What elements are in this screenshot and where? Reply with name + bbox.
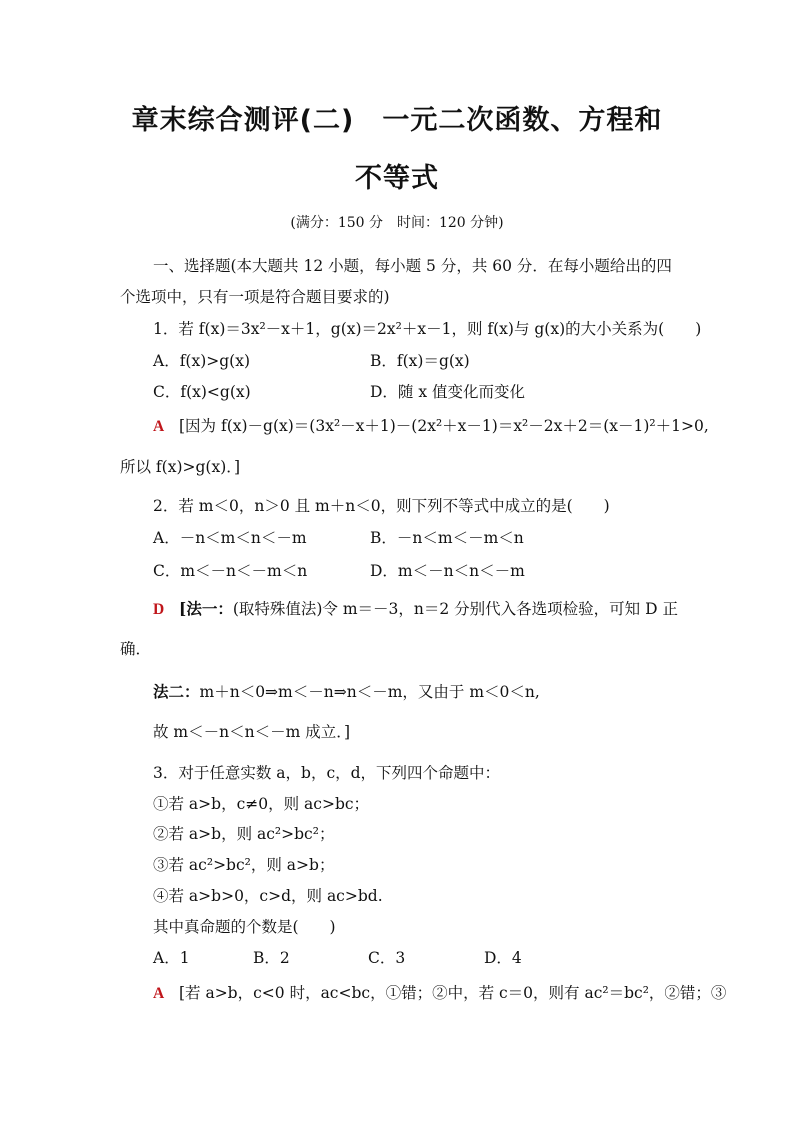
q1-option-d: D．随 x 值变化而变化	[370, 383, 526, 401]
q1-solution-line-1	[153, 414, 709, 436]
q1-answer: A	[153, 418, 165, 435]
q2-option-d: D．m＜－n＜n＜－m	[370, 562, 525, 580]
q1-option-b: B．f(x)＝g(x)	[370, 352, 470, 370]
q2-solution-line-4: 故 m＜－n＜n＜－m 成立．]	[153, 723, 351, 741]
q3-solution-line-1	[153, 981, 726, 1003]
q3-proposition-4: ④若 a>b>0，c>d，则 ac>bd.	[153, 887, 383, 905]
q3-answer: A	[153, 985, 165, 1002]
q3-option-b: B．2	[253, 949, 290, 967]
section-heading-line-1: 一、选择题(本大题共 12 小题，每小题 5 分，共 60 分．在每小题给出的四	[153, 257, 672, 275]
q1-option-c: C．f(x)<g(x)	[153, 383, 251, 401]
q3-question: 其中真命题的个数是( )	[153, 918, 336, 936]
q3-proposition-1: ①若 a>b，c≠0，则 ac>bc；	[153, 795, 370, 813]
q3-option-c: C．3	[368, 949, 406, 967]
q1-stem: 1．若 f(x)＝3x²－x＋1，g(x)＝2x²＋x－1，则 f(x)与 g(x)的大小关系为( )	[153, 320, 702, 338]
q1-solution-line-2: 所以 f(x)>g(x)．]	[120, 458, 241, 476]
q2-stem: 2．若 m＜0，n＞0 且 m＋n＜0，则下列不等式中成立的是( )	[153, 497, 610, 515]
q1-option-a: A．f(x)>g(x)	[153, 352, 251, 370]
q2-method-2-text: m＋n＜0⇒m＜－n⇒n＜－m，又由于 m＜0＜n,	[199, 683, 540, 701]
q2-answer: D	[153, 601, 165, 618]
exam-info: (满分：150 分 时间：120 分钟)	[290, 215, 504, 231]
q2-method-1-text: (取特殊值法)令 m＝－3，n＝2 分别代入各选项检验，可知 D 正	[232, 600, 678, 618]
q3-proposition-2: ②若 a>b，则 ac²>bc²；	[153, 825, 335, 843]
q2-method-2-label: 法二：	[153, 682, 200, 701]
q3-option-a: A．1	[153, 949, 190, 967]
q2-option-b: B．－n＜m＜－m＜n	[370, 529, 524, 547]
q3-stem: 3．对于任意实数 a，b，c，d，下列四个命题中：	[153, 764, 501, 782]
q3-option-d: D．4	[484, 949, 522, 967]
q2-solution-line-3	[153, 680, 540, 702]
q2-option-a: A．－n＜m＜n＜－m	[153, 529, 307, 547]
title-line-2: 不等式	[355, 163, 439, 194]
q2-option-c: C．m＜－n＜－m＜n	[153, 562, 308, 580]
q2-method-1-label: [法一：	[178, 599, 233, 618]
q3-proposition-3: ③若 ac²>bc²，则 a>b；	[153, 856, 335, 874]
section-heading-line-2: 个选项中，只有一项是符合题目要求的)	[120, 288, 390, 306]
title-line-1: 章末综合测评(二) 一元二次函数、方程和	[131, 105, 663, 136]
q2-solution-line-2: 确．	[120, 640, 152, 658]
q3-solution-text: [若 a>b，c<0 时，ac<bc，①错；②中，若 c＝0，则有 ac²＝bc²，②错；③	[178, 984, 727, 1002]
q1-solution-text: [因为 f(x)－g(x)＝(3x²－x＋1)－(2x²＋x－1)＝x²－2x＋2＝(x－1)²＋1>0,	[178, 417, 709, 435]
q2-solution-line-1	[153, 597, 678, 619]
